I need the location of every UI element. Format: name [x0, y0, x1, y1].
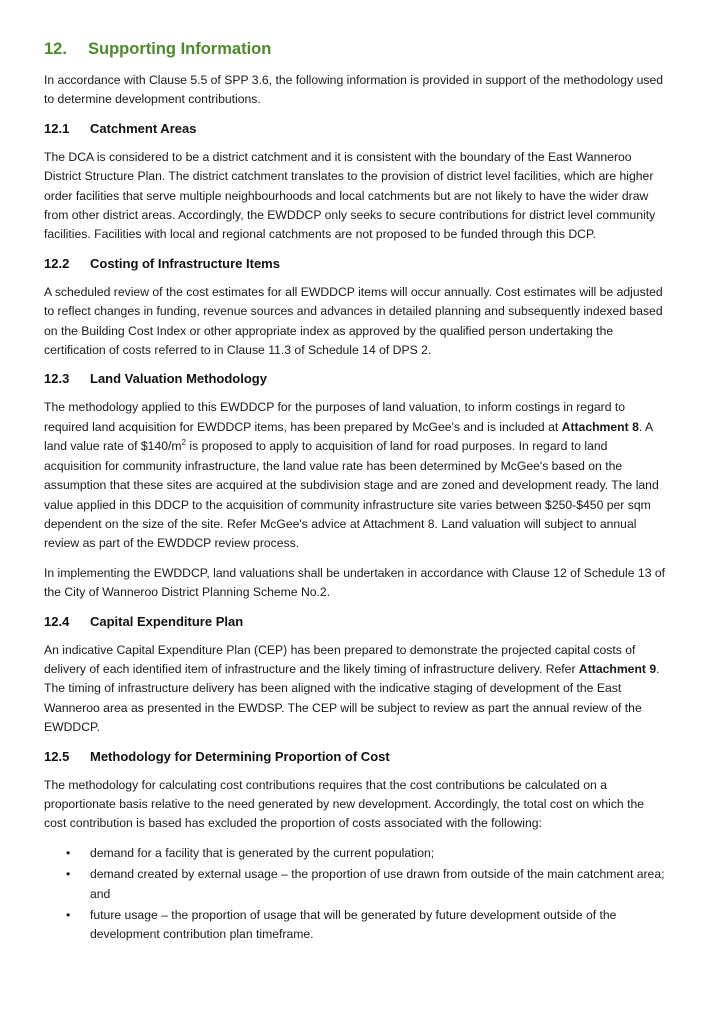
subsection-heading-land-valuation: [44, 370, 666, 388]
list-item: [44, 844, 666, 863]
subsection-title: Costing of Infrastructure Items: [90, 255, 280, 271]
list-item-text: future usage – the proportion of usage that will be generated by future development outside of the development contribution plan timeframe.: [90, 908, 617, 942]
bullet-icon: •: [66, 908, 71, 922]
subsection-number: 12.3: [44, 371, 70, 387]
subsection-title: Methodology for Determining Proportion of Cost: [90, 748, 390, 764]
subsection-number: 12.1: [44, 120, 70, 136]
text-run: . The timing of infrastructure delivery has been aligned with the indicative staging of development of the East Wanneroo area as presented in the EWDSP. The CEP will be subject to review as part the annual review of the EWDDCP.: [44, 661, 660, 735]
subsection-title: Capital Expenditure Plan: [90, 613, 244, 629]
section-heading: [44, 38, 666, 60]
list-item-text: demand created by external usage – the proportion of use drawn from outside of the main catchment area; and: [90, 867, 665, 901]
subsection-number: 12.4: [44, 613, 70, 629]
land-valuation-implementation-paragraph: In implementing the EWDDCP, land valuations shall be undertaken in accordance with Clause 12 of Schedule 13 of the City of Wanneroo District Planning Scheme No.2.: [44, 565, 666, 600]
list-item: [44, 906, 666, 945]
bullet-icon: •: [66, 867, 71, 882]
text-run: The methodology applied to this EWDDCP for the purposes of land valuation, to inform costings in regard to required land acquisition for EWDDCP items, has been prepared by McGee's and is included at: [44, 400, 626, 434]
document-page: [44, 38, 666, 947]
catchment-paragraph: The DCA is considered to be a district catchment and it is consistent with the boundary of the East Wanneroo District Structure Plan. The district catchment translates to the provision of district level facilities, which are higher order facilities that serve multiple neighbourhoods and local catchments but are not likely to have the wider draw from other district areas. Accordingly, the EWDDCP only seeks to secure contributions for district level community facilities. Facilities with local and regional catchments are not proposed to be funded through this DCP.: [44, 149, 656, 242]
capex-paragraph: [44, 641, 666, 738]
text-run: An indicative Capital Expenditure Plan (CEP) has been prepared to demonstrate the projected capital costs of delivery of each identified item of infrastructure and the likely timing of infrastructure delivery. Refer: [44, 642, 636, 676]
proportion-paragraph: The methodology for calculating cost contributions requires that the cost contributions be calculated on a proportionate basis relative to the need generated by new development. Accordingly, the total cost on which the cost contribution is based has excluded the proportion of costs associated with the following:: [44, 777, 645, 831]
subsection-number: 12.5: [44, 748, 70, 764]
section-number: 12.: [44, 40, 67, 58]
subsection-title: Land Valuation Methodology: [90, 371, 267, 387]
subsection-heading-capex: [44, 613, 666, 631]
bullet-icon: •: [66, 845, 71, 860]
subsection-heading-catchment: [44, 120, 666, 138]
text-run: . A land value rate of $140/m: [44, 419, 653, 454]
subsection-heading-proportion: [44, 748, 666, 766]
list-item: [44, 865, 666, 904]
section-intro: In accordance with Clause 5.5 of SPP 3.6, the following information is provided in support of the methodology used to determine development contributions.: [44, 73, 663, 107]
subsection-number: 12.2: [44, 255, 70, 271]
costing-paragraph: A scheduled review of the cost estimates for all EWDDCP items will occur annually. Cost estimates will be adjusted to reflect changes in funding, revenue sources and advances in detailed planning and subsequently indexed based on the Building Cost Index or other appropriate index as approved by the qualified person undertaking the certification of costs referred to in Clause 11.3 of Schedule 14 of DPS 2.: [44, 284, 663, 358]
attachment-9-reference: Attachment 9: [578, 661, 657, 676]
attachment-8-reference: Attachment 8: [561, 419, 639, 434]
list-item-text: demand for a facility that is generated by the current population;: [90, 845, 435, 860]
section-title: Supporting Information: [88, 40, 272, 58]
superscript: 2: [181, 438, 186, 448]
land-valuation-paragraph: [44, 398, 666, 553]
subsection-title: Catchment Areas: [90, 120, 197, 136]
text-run: is proposed to apply to acquisition of land for road purposes. In regard to land acquisition for community infrastructure, the land value rate has been determined by McGee's based on the assumption that these sites are acquired at the subdivision stage and are zoned and development ready. The land value applied in this DDCP to the acquisition of community infrastructure site varies between $250-$450 per sqm dependent on the size of the site. Refer McGee's advice at Attachment 8. Land valuation will subject to annual review as part of the EWDDCP review process.: [44, 439, 659, 551]
exclusion-list: [44, 844, 666, 945]
subsection-heading-costing: [44, 255, 666, 273]
